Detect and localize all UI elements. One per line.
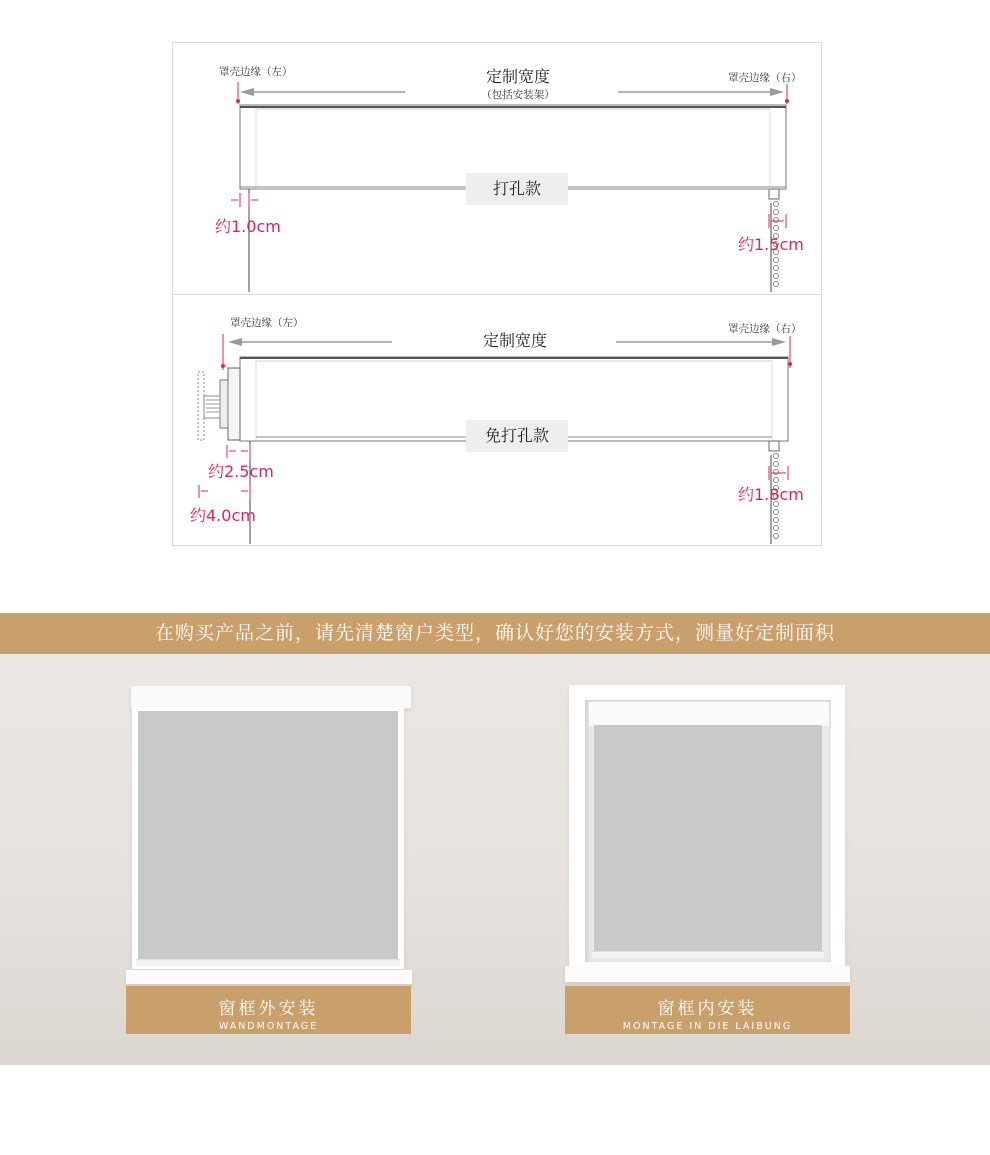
inside-bottom-rail xyxy=(592,951,824,958)
chain-bracket xyxy=(769,441,779,451)
right-gap-measure: 约1.5cm xyxy=(738,235,804,254)
outside-bottom-rail xyxy=(136,959,400,966)
left-inner-gap-measure: 约2.5cm xyxy=(208,462,274,481)
outside-mount-title: 窗框外安装 xyxy=(218,999,319,1019)
inside-mount-caption xyxy=(565,986,850,1034)
left-outer-gap-measure: 约4.0cm xyxy=(190,506,256,525)
drilled-style-tag: 打孔款 xyxy=(466,173,568,205)
outside-mount-subtitle: WANDMONTAGE xyxy=(218,1021,319,1032)
no-drill-style-tag: 免打孔款 xyxy=(466,420,568,452)
inside-mount-subtitle: MONTAGE IN DIE LAIBUNG xyxy=(622,1021,793,1032)
inside-roller-cassette xyxy=(588,701,830,727)
inside-blind-fabric xyxy=(594,725,822,951)
inside-mount-title: 窗框内安装 xyxy=(657,999,758,1019)
outside-window-sill xyxy=(126,970,412,984)
right-gap-measure: 约1.8cm xyxy=(738,485,804,504)
left-gap-measure: 约1.0cm xyxy=(215,217,281,236)
width-note: （包括安装架） xyxy=(481,89,555,101)
outside-blind-fabric xyxy=(138,711,398,959)
outside-mount-caption xyxy=(126,986,411,1034)
left-edge-label: 罩壳边缘（左） xyxy=(219,66,293,78)
chain-bracket xyxy=(769,189,779,199)
left-edge-label: 罩壳边缘（左） xyxy=(230,317,304,329)
right-edge-label: 罩壳边缘（右） xyxy=(728,72,802,84)
right-edge-label: 罩壳边缘（右） xyxy=(728,323,802,335)
outside-roller-cassette xyxy=(130,685,412,709)
clamp-bracket-icon xyxy=(198,368,240,440)
custom-width-label: 定制宽度 xyxy=(485,67,550,86)
drilled-diagram-drawing xyxy=(0,0,990,300)
instruction-banner: 在购买产品之前，请先清楚窗户类型，确认好您的安装方式，测量好定制面积 xyxy=(0,613,990,654)
custom-width-label: 定制宽度 xyxy=(482,331,547,350)
inside-window-sill xyxy=(565,966,850,982)
